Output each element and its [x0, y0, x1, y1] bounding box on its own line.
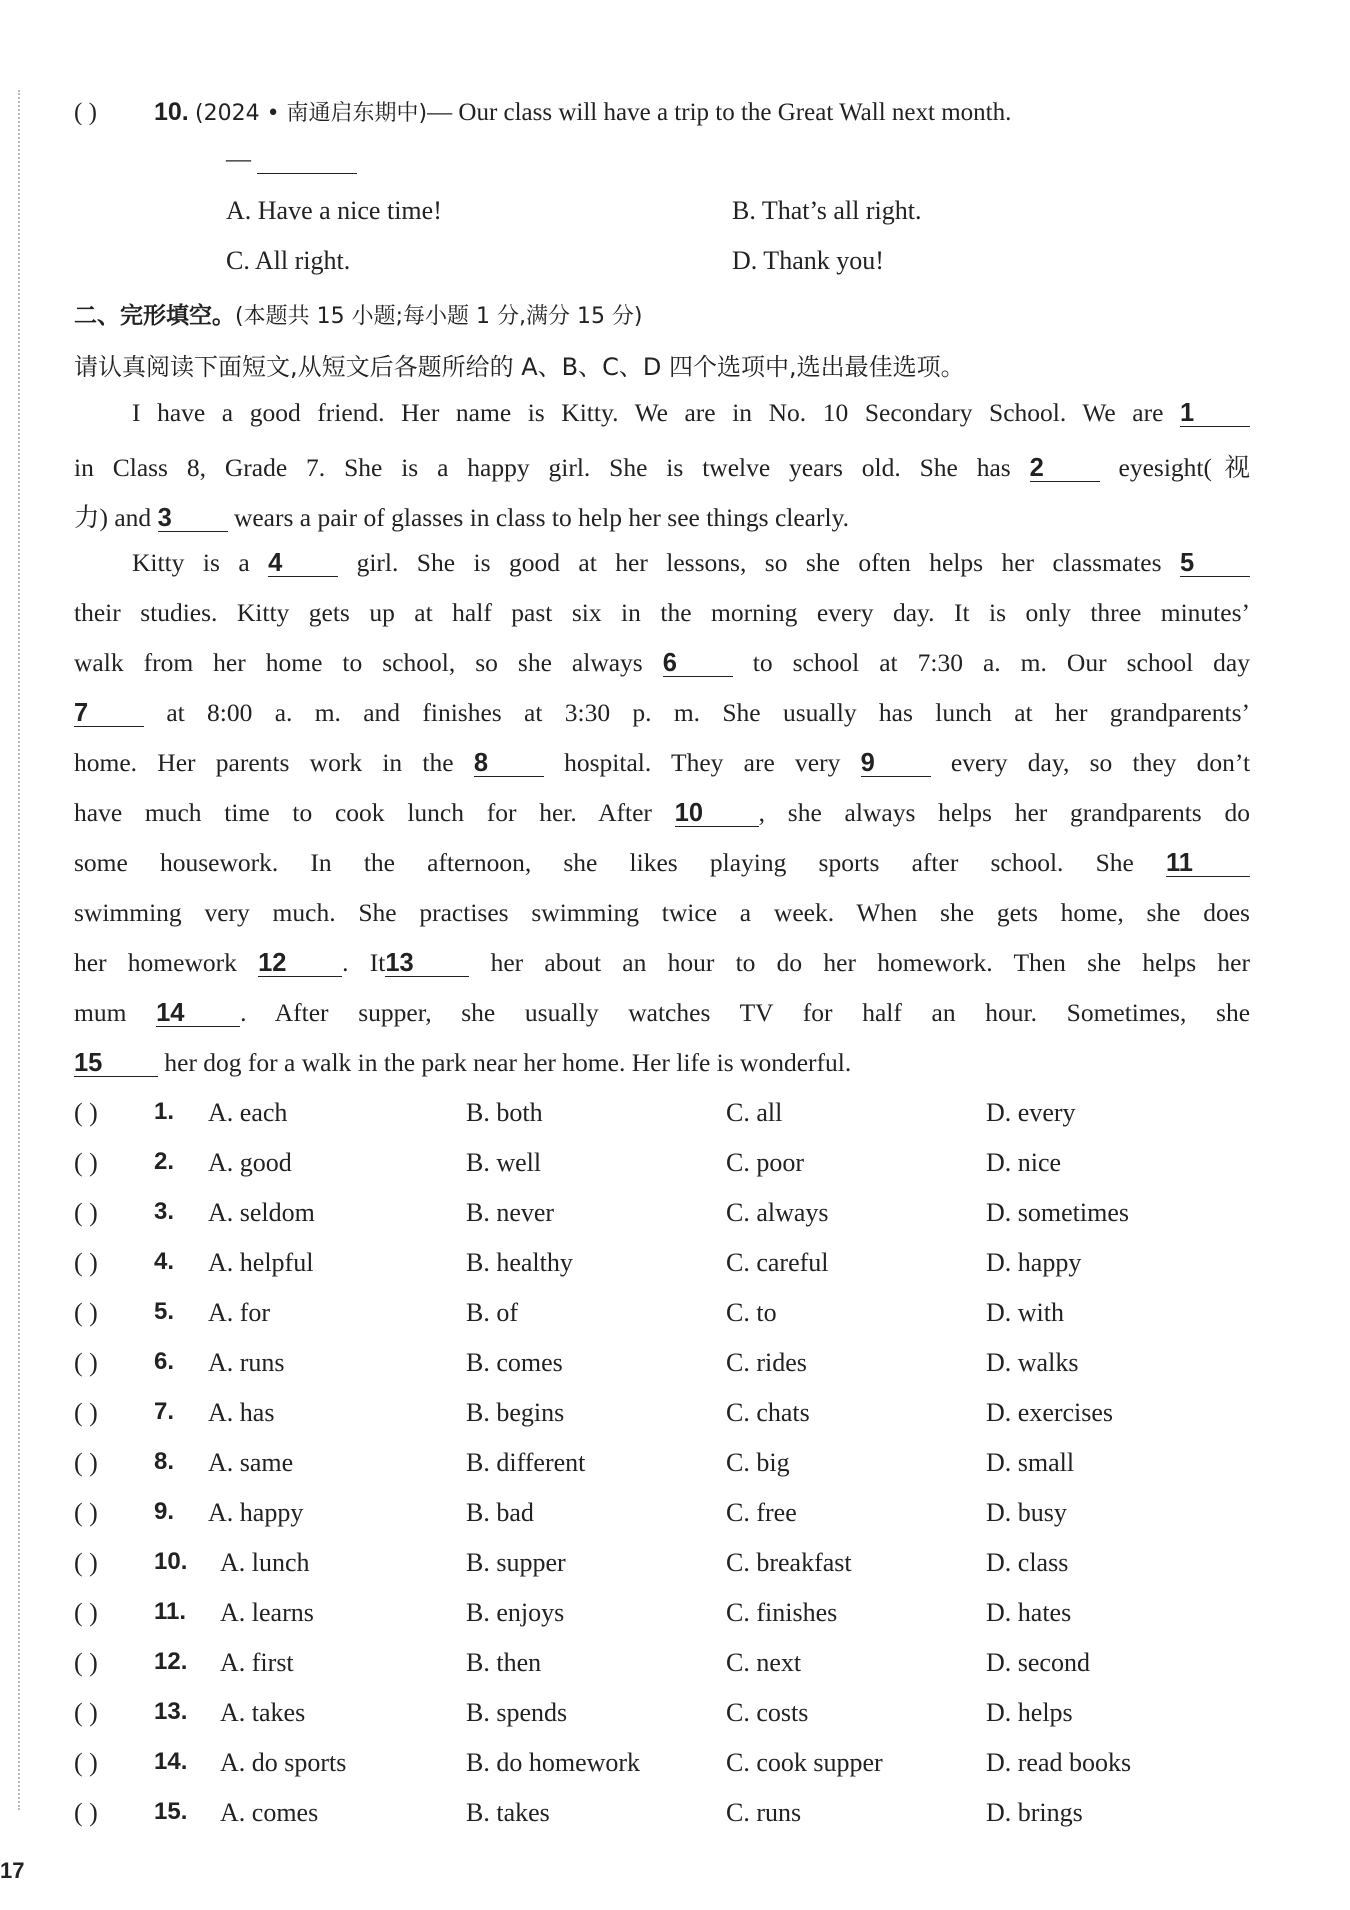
answer-bracket: ( ) [74, 1198, 98, 1227]
option-c: C. costs [726, 1698, 809, 1727]
option-d: D. with [986, 1298, 1064, 1327]
option-d: D. exercises [986, 1398, 1114, 1427]
question-number: 10. [154, 1548, 188, 1575]
blank-1: 1 [1180, 400, 1250, 427]
blank-13: 13 [385, 950, 469, 977]
cloze-question-row [74, 1648, 1274, 1688]
cloze-question-row [74, 1698, 1274, 1738]
answer-bracket: ( ) [74, 1448, 98, 1477]
option-c: C. all [726, 1098, 783, 1127]
option-c: C. next [726, 1648, 802, 1677]
option-a: A. takes [220, 1698, 306, 1727]
question-number: 11. [154, 1598, 187, 1625]
passage-text: Kitty is a [132, 548, 250, 577]
answer-bracket: ( ) [74, 1648, 98, 1677]
option-b: B. bad [466, 1498, 534, 1527]
blank-9: 9 [861, 750, 931, 777]
question-number: 10. [154, 98, 189, 126]
answer-bracket: ( ) [74, 99, 97, 126]
question-10-line [74, 96, 1011, 127]
passage-text: . It [342, 948, 386, 977]
blank-2: 2 [1030, 455, 1100, 482]
option-a: A. learns [220, 1598, 314, 1627]
blank-11: 11 [1166, 850, 1250, 877]
option-a: A. has [208, 1398, 275, 1427]
passage-text: home. Her parents work in the [74, 748, 454, 777]
option-a: A. same [208, 1448, 294, 1477]
question-source: (2024 • 南通启东期中) [195, 101, 428, 126]
passage-text: . After supper, she usually watches TV for half an hour. Sometimes, she [240, 998, 1251, 1027]
blank-10: 10 [675, 800, 759, 827]
answer-bracket: ( ) [74, 1598, 98, 1627]
option-d: D. happy [986, 1248, 1082, 1277]
cloze-question-row [74, 1098, 1274, 1138]
blank-14: 14 [156, 1000, 240, 1027]
passage-line-14 [74, 1048, 1250, 1078]
cloze-question-row [74, 1148, 1274, 1188]
option-a: A. helpful [208, 1248, 314, 1277]
passage-line-10 [74, 848, 1250, 878]
option-a: A. for [208, 1298, 271, 1327]
option-b: B. of [466, 1298, 518, 1327]
reply-dash: — [226, 146, 251, 173]
option-c: C. cook supper [726, 1748, 883, 1777]
passage-text: some housework. In the afternoon, she likes playing sports after school. She [74, 848, 1134, 877]
option-d: D. read books [986, 1748, 1132, 1777]
cloze-question-row [74, 1248, 1274, 1288]
answer-bracket: ( ) [74, 1098, 98, 1127]
option-d: D. every [986, 1098, 1076, 1127]
passage-text: I have a good friend. Her name is Kitty. We are in No. 10 Secondary School. We are [132, 398, 1164, 427]
cloze-question-row [74, 1448, 1274, 1488]
answer-bracket: ( ) [74, 1248, 98, 1277]
passage-line-3 [74, 498, 1250, 534]
question-number: 15. [154, 1798, 188, 1825]
option-d: D. sometimes [986, 1198, 1129, 1227]
passage-text: mum [74, 998, 127, 1027]
answer-bracket: ( ) [74, 1498, 98, 1527]
question-number: 2. [154, 1148, 175, 1175]
option-c: C. runs [726, 1798, 802, 1827]
answer-bracket: ( ) [74, 1748, 98, 1777]
passage-text: hospital. They are very [564, 748, 841, 777]
option-b: B. well [466, 1148, 542, 1177]
answer-bracket: ( ) [74, 1298, 98, 1327]
section-heading [74, 297, 643, 330]
option-b: B. enjoys [466, 1598, 565, 1627]
option-c: C. breakfast [726, 1548, 852, 1577]
cloze-question-row [74, 1198, 1274, 1238]
option-b: B. healthy [466, 1248, 573, 1277]
option-c: C. finishes [726, 1598, 838, 1627]
passage-text: to school at 7:30 a. m. Our school day [752, 648, 1250, 677]
question-number: 3. [154, 1198, 175, 1225]
cloze-question-row [74, 1498, 1274, 1538]
option-c: C. careful [726, 1248, 829, 1277]
passage-line-8 [74, 748, 1250, 778]
passage-text: wears a pair of glasses in class to help her see things clearly. [233, 503, 850, 532]
option-a: A. runs [208, 1348, 285, 1377]
option-c: C. always [726, 1198, 829, 1227]
option-c: C. free [726, 1498, 797, 1527]
passage-line-13 [74, 998, 1250, 1028]
passage-text: her dog for a walk in the park near her home. Her life is wonderful. [164, 1048, 852, 1077]
option-b: B. spends [466, 1698, 568, 1727]
option-d: D. walks [986, 1348, 1079, 1377]
option-d: D. helps [986, 1698, 1073, 1727]
option-c: C. chats [726, 1398, 810, 1427]
blank-8: 8 [474, 750, 544, 777]
option-a: A. comes [220, 1798, 319, 1827]
passage-text: 力) and [74, 503, 152, 532]
option-b: B. supper [466, 1548, 566, 1577]
passage-text: her about an hour to do her homework. Then she helps her [490, 948, 1250, 977]
reply-line [226, 146, 357, 174]
section-title: 二、完形填空。 [74, 303, 235, 329]
passage-line-4 [74, 548, 1250, 578]
margin-dotted-line [18, 90, 20, 1810]
question-number: 14. [154, 1748, 188, 1775]
option-a: A. happy [208, 1498, 304, 1527]
option-c: C. poor [726, 1148, 804, 1177]
passage-line-1 [74, 398, 1250, 428]
passage-line-2 [74, 448, 1250, 484]
q10-option-b: B. That’s all right. [732, 196, 922, 225]
option-b: B. comes [466, 1348, 563, 1377]
option-d: D. busy [986, 1498, 1067, 1527]
option-d: D. small [986, 1448, 1075, 1477]
q10-option-d: D. Thank you! [732, 246, 884, 275]
option-c: C. big [726, 1448, 790, 1477]
answer-bracket: ( ) [74, 1548, 98, 1577]
cloze-question-row [74, 1598, 1274, 1638]
passage-line-11: swimming very much. She practises swimming twice a week. When she gets home, she does [74, 898, 1250, 927]
passage-line-9 [74, 798, 1250, 828]
question-number: 9. [154, 1498, 175, 1525]
question-number: 12. [154, 1648, 188, 1675]
question-number: 5. [154, 1298, 175, 1325]
blank-12: 12 [258, 950, 342, 977]
passage-line-5: their studies. Kitty gets up at half past six in the morning every day. It is only three minutes’ [74, 598, 1250, 627]
passage-text: her homework [74, 948, 237, 977]
cloze-question-row [74, 1748, 1274, 1788]
blank-3: 3 [158, 505, 228, 532]
option-d: D. brings [986, 1798, 1083, 1827]
question-number: 4. [154, 1248, 175, 1275]
q10-option-a: A. Have a nice time! [226, 196, 442, 225]
blank-6: 6 [663, 650, 733, 677]
blank-5: 5 [1180, 550, 1250, 577]
cloze-question-row [74, 1398, 1274, 1438]
answer-bracket: ( ) [74, 1348, 98, 1377]
blank-4: 4 [268, 550, 338, 577]
q10-option-c: C. All right. [226, 246, 351, 275]
option-d: D. class [986, 1548, 1069, 1577]
option-a: A. lunch [220, 1548, 310, 1577]
option-d: D. second [986, 1648, 1090, 1677]
option-b: B. never [466, 1198, 555, 1227]
answer-bracket: ( ) [74, 1398, 98, 1427]
cloze-question-row [74, 1348, 1274, 1388]
blank-7: 7 [74, 700, 144, 727]
passage-line-7 [74, 698, 1250, 728]
answer-bracket: ( ) [74, 1798, 98, 1827]
passage-text: girl. She is good at her lessons, so she often helps her classmates [356, 548, 1162, 577]
question-number: 7. [154, 1398, 175, 1425]
option-a: A. first [220, 1648, 294, 1677]
passage-text: at 8:00 a. m. and finishes at 3:30 p. m. She usually has lunch at her grandparents’ [166, 698, 1250, 727]
option-b: B. then [466, 1648, 542, 1677]
option-a: A. do sports [220, 1748, 347, 1777]
answer-bracket: ( ) [74, 1698, 98, 1727]
option-a: A. seldom [208, 1198, 315, 1227]
cloze-question-row [74, 1548, 1274, 1588]
option-b: B. do homework [466, 1748, 641, 1777]
blank-15: 15 [74, 1050, 158, 1077]
cloze-question-row [74, 1298, 1274, 1338]
section-instruction: 请认真阅读下面短文,从短文后各题所给的 A、B、C、D 四个选项中,选出最佳选项。 [74, 353, 965, 381]
reply-blank [257, 149, 357, 174]
passage-text: , she always helps her grandparents do [758, 798, 1250, 827]
option-b: B. takes [466, 1798, 550, 1827]
section-note: (本题共 15 小题;每小题 1 分,满分 15 分) [235, 304, 643, 329]
option-c: C. to [726, 1298, 777, 1327]
option-b: B. different [466, 1448, 586, 1477]
option-a: A. each [208, 1098, 288, 1127]
page-number: 17 [0, 1858, 25, 1883]
option-c: C. rides [726, 1348, 807, 1377]
option-d: D. hates [986, 1598, 1072, 1627]
passage-text: in Class 8, Grade 7. She is a happy girl. She is twelve years old. She has [74, 453, 1011, 482]
option-a: A. good [208, 1148, 292, 1177]
passage-text: have much time to cook lunch for her. After [74, 798, 652, 827]
option-b: B. both [466, 1098, 543, 1127]
passage-text: every day, so they don’t [950, 748, 1251, 777]
option-b: B. begins [466, 1398, 565, 1427]
passage-line-6 [74, 648, 1250, 678]
question-number: 1. [154, 1098, 175, 1125]
passage-line-12 [74, 948, 1250, 978]
cloze-question-row [74, 1798, 1274, 1838]
passage-text: walk from her home to school, so she always [74, 648, 643, 677]
question-number: 13. [154, 1698, 188, 1725]
question-number: 6. [154, 1348, 175, 1375]
question-prompt: — Our class will have a trip to the Great Wall next month. [427, 99, 1012, 126]
answer-bracket: ( ) [74, 1148, 98, 1177]
question-number: 8. [154, 1448, 175, 1475]
passage-text: eyesight(视 [1118, 453, 1250, 482]
option-d: D. nice [986, 1148, 1062, 1177]
